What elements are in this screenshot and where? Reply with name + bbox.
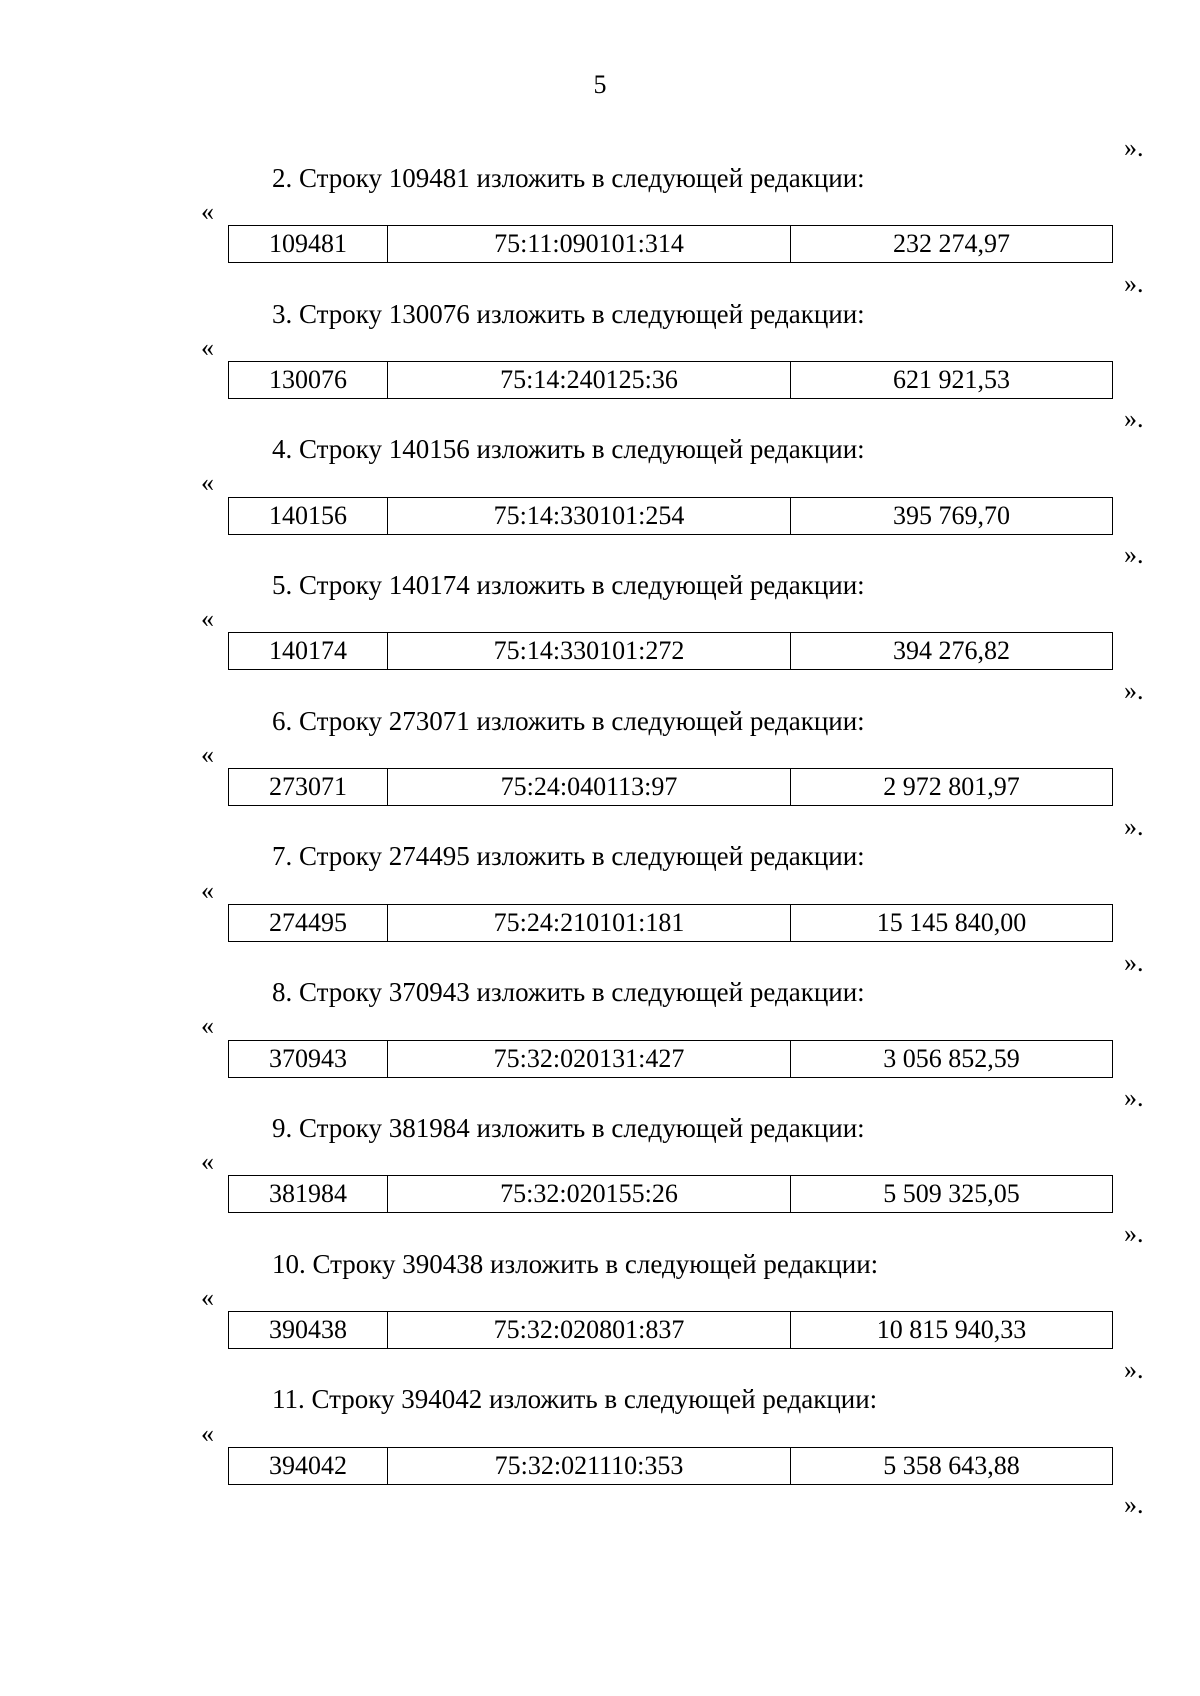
opening-quote: « (201, 333, 214, 362)
amended-row-table (228, 904, 1113, 942)
row-number-cell: 394042 (229, 1448, 388, 1485)
opening-quote: « (201, 876, 214, 905)
amendment-instruction: 5. Строку 140174 изложить в следующей редакции: (272, 570, 865, 600)
amendment-instruction: 10. Строку 390438 изложить в следующей редакции: (272, 1249, 879, 1279)
amendment-instruction: 3. Строку 130076 изложить в следующей редакции: (272, 299, 865, 329)
amended-row-table (228, 768, 1113, 806)
table-row (229, 226, 1113, 263)
cadastral-value-cell: 2 972 801,97 (791, 769, 1113, 806)
opening-quote: « (201, 1419, 214, 1448)
amendment-instruction: 2. Строку 109481 изложить в следующей редакции: (272, 163, 865, 193)
opening-quote: « (201, 197, 214, 226)
amendment-instruction: 9. Строку 381984 изложить в следующей редакции: (272, 1113, 865, 1143)
closing-quote: ». (1124, 1083, 1144, 1112)
cadastral-number-cell: 75:24:040113:97 (388, 769, 791, 806)
opening-quote: « (201, 1283, 214, 1312)
cadastral-number-cell: 75:11:090101:314 (388, 226, 791, 263)
amendment-instruction: 8. Строку 370943 изложить в следующей редакции: (272, 977, 865, 1007)
cadastral-value-cell: 10 815 940,33 (791, 1312, 1113, 1349)
amended-row-table (228, 225, 1113, 263)
row-number-cell: 130076 (229, 362, 388, 399)
amended-row-table (228, 497, 1113, 535)
opening-quote: « (201, 1147, 214, 1176)
cadastral-value-cell: 621 921,53 (791, 362, 1113, 399)
closing-quote: ». (1124, 812, 1144, 841)
row-number-cell: 381984 (229, 1176, 388, 1213)
opening-quote: « (201, 740, 214, 769)
cadastral-value-cell: 395 769,70 (791, 498, 1113, 535)
table-row (229, 633, 1113, 670)
cadastral-number-cell: 75:32:020131:427 (388, 1041, 791, 1078)
closing-quote: ». (1124, 133, 1144, 162)
row-number-cell: 370943 (229, 1041, 388, 1078)
cadastral-number-cell: 75:24:210101:181 (388, 905, 791, 942)
cadastral-value-cell: 232 274,97 (791, 226, 1113, 263)
table-row (229, 1448, 1113, 1485)
row-number-cell: 390438 (229, 1312, 388, 1349)
cadastral-number-cell: 75:14:330101:254 (388, 498, 791, 535)
row-number-cell: 109481 (229, 226, 388, 263)
cadastral-value-cell: 5 509 325,05 (791, 1176, 1113, 1213)
opening-quote: « (201, 604, 214, 633)
amendment-instruction: 6. Строку 273071 изложить в следующей редакции: (272, 706, 865, 736)
closing-quote: ». (1124, 404, 1144, 433)
row-number-cell: 140156 (229, 498, 388, 535)
table-row (229, 905, 1113, 942)
closing-quote: ». (1124, 1355, 1144, 1384)
cadastral-value-cell: 5 358 643,88 (791, 1448, 1113, 1485)
amended-row-table (228, 632, 1113, 670)
amended-row-table (228, 1447, 1113, 1485)
closing-quote: ». (1124, 540, 1144, 569)
table-row (229, 1312, 1113, 1349)
closing-quote: ». (1124, 269, 1144, 298)
table-row (229, 498, 1113, 535)
cadastral-number-cell: 75:14:330101:272 (388, 633, 791, 670)
amended-row-table (228, 361, 1113, 399)
closing-quote: ». (1124, 1219, 1144, 1248)
closing-quote: ». (1124, 1490, 1144, 1519)
cadastral-number-cell: 75:32:020801:837 (388, 1312, 791, 1349)
page-number: 5 (593, 70, 607, 99)
opening-quote: « (201, 468, 214, 497)
opening-quote: « (201, 1011, 214, 1040)
amended-row-table (228, 1175, 1113, 1213)
cadastral-value-cell: 394 276,82 (791, 633, 1113, 670)
cadastral-number-cell: 75:32:020155:26 (388, 1176, 791, 1213)
row-number-cell: 274495 (229, 905, 388, 942)
table-row (229, 362, 1113, 399)
amendment-instruction: 11. Строку 394042 изложить в следующей редакции: (272, 1384, 878, 1414)
cadastral-number-cell: 75:14:240125:36 (388, 362, 791, 399)
amendment-instruction: 7. Строку 274495 изложить в следующей редакции: (272, 841, 865, 871)
table-row (229, 1041, 1113, 1078)
amended-row-table (228, 1040, 1113, 1078)
cadastral-number-cell: 75:32:021110:353 (388, 1448, 791, 1485)
closing-quote: ». (1124, 676, 1144, 705)
cadastral-value-cell: 15 145 840,00 (791, 905, 1113, 942)
amendment-instruction: 4. Строку 140156 изложить в следующей редакции: (272, 434, 865, 464)
amended-row-table (228, 1311, 1113, 1349)
cadastral-value-cell: 3 056 852,59 (791, 1041, 1113, 1078)
row-number-cell: 273071 (229, 769, 388, 806)
table-row (229, 1176, 1113, 1213)
closing-quote: ». (1124, 948, 1144, 977)
row-number-cell: 140174 (229, 633, 388, 670)
table-row (229, 769, 1113, 806)
